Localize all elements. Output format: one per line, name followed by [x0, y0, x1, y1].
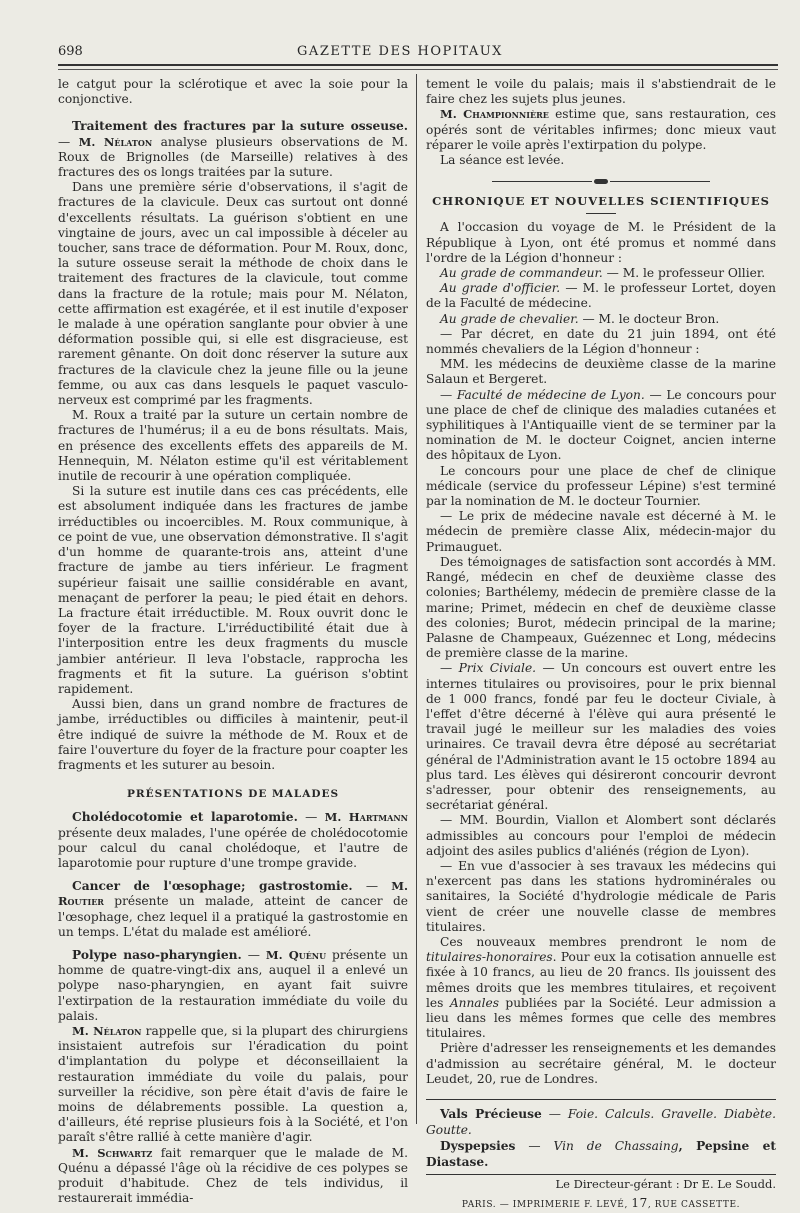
item-title: Polype naso-pharyngien.: [72, 947, 242, 962]
dash: —: [352, 879, 392, 894]
italic-term: Annales: [449, 995, 499, 1010]
section-heading: CHRONIQUE ET NOUVELLES SCIENTIFIQUES: [432, 194, 770, 209]
closing-line: La séance est levée.: [440, 153, 565, 168]
paragraph-text: rappelle que, si la plupart des chirurgiens insistaient autrefois sur l'éradication du point d'implantation du polype et déconseillaient la restauration immédiate du voile du palais, pour surveiller la récidive, son père était d'avis de faire le moins de délabrements possible. La question a, d'ailleurs, été reprise plusieurs fois à la Société, et l'on paraît s'être rallié à cette manière d'agir.: [58, 1023, 408, 1145]
item-polype: [58, 948, 408, 1024]
printer-text: PARIS. — IMPRIMERIE F. LEVÉ,: [461, 1200, 632, 1211]
author-name: M. Schwartz: [72, 1145, 153, 1160]
paragraph: — MM. Bourdin, Viallon et Alombert sont déclarés admissibles au concours pour l'emploi de médecin adjoint des asiles publics d'aliénés (région de Lyon).: [426, 813, 776, 858]
page-header: [0, 40, 800, 64]
header-rule-thick: [58, 64, 778, 66]
paragraph: tement le voile du palais; mais il s'abstiendrait de le faire chez les sujets plus jeunes.: [426, 77, 776, 107]
section-heading: PRÉSENTATIONS DE MALADES: [126, 788, 340, 801]
dash: —: [58, 134, 79, 149]
article-title: Traitement des fractures par la suture osseuse.: [72, 119, 408, 134]
paragraph: [58, 1146, 408, 1207]
author-name: M. Nélaton: [78, 134, 153, 149]
ornament-divider: [426, 178, 776, 184]
author-name: M. Hartmann: [324, 810, 408, 825]
grade-text: — M. le professeur Ollier.: [602, 266, 766, 281]
paragraph: [426, 266, 776, 281]
dash: —: [297, 810, 325, 825]
paragraph: le catgut pour la sclérotique et avec la soie pour la conjonctive.: [58, 77, 408, 107]
paragraph: Le concours pour une place de chef de clinique médicale (service du professeur Lépine) s'est terminé par la nomination de M. le docteur Tournier.: [426, 463, 776, 509]
paragraph: Si la suture est inutile dans ces cas précédents, elle est absolument indiquée dans les fractures de jambe irréductibles ou incoercibles. M. Roux communique, à ce point de vue, une observation démonstrative. Il s'agit d'un homme de quarante-trois ans, atteint d'une fracture de jambe au tiers inférieur. Le fragment supérieur faisait une saillie considérable en avant, menaçant de perforer la peau; le pied était en dehors. La fracture était irréductible. M. Roux ouvrit donc le foyer de la fracture. L'irréductibilité était due à l'interposition entre les deux fragments du muscle jambier antérieur. Il leva l'obstacle, rapprocha les fragments et fit la suture. La guérison s'obtint rapidement.: [58, 484, 408, 696]
grade-text: — M. le professeur Lortet, doyen de la Faculté de médecine.: [426, 281, 776, 311]
left-column: [58, 77, 408, 1206]
item-text: présente un homme de quatre-vingt-dix ans, auquel il a enlevé un polype naso-pharyngien, en ayant fait suivre l'extirpation de la restauration immédiate du voile du palais.: [58, 947, 408, 1023]
item-text: présente un malade, atteint de cancer de l'œsophage, chez lequel il a pratiqué la gastrostomie en un temps. L'état du malade est amélioré.: [58, 894, 408, 939]
paragraph: [426, 312, 776, 327]
grade-text: — M. le docteur Bron.: [578, 311, 720, 326]
news-text: — Un concours est ouvert entre les internes titulaires ou provisoires, pour le prix biennal de 1 000 francs, fondé par feu le docteur Civiale, à l'effet d'être décerné à l'élève qui aura présenté le travail jugé le meilleur sur les maladies des voies urinaires. Ce travail devra être déposé au secrétariat général de l'Administration avant le 15 octobre 1894 au plus tard. Les élèves qui désireront concourir devront s'adresser, pour obtenir des renseignements, au secrétariat général.: [426, 661, 776, 813]
news-label: — Prix Civiale.: [440, 661, 537, 676]
paragraph: — Le prix de médecine navale est décerné à M. le médecin de première classe Alix, médecin-major du Primauguet.: [426, 509, 776, 554]
advert-name: Dyspepsies: [440, 1139, 516, 1153]
author-name: M. Nélaton: [72, 1023, 142, 1038]
printer-number: 17: [631, 1196, 648, 1211]
advert-text: — Foie. Calculs. Gravelle. Diabète. Goutte.: [426, 1107, 776, 1137]
news-label: — Faculté de médecine de Lyon.: [440, 387, 645, 402]
item-text: présente deux malades, l'une opérée de cholédocotomie pour calcul du canal cholédoque, et l'autre de laparotomie pour rupture d'une trompe gravide.: [58, 825, 408, 870]
item-choledocotomie: [58, 810, 408, 871]
paragraph: Des témoignages de satisfaction sont accordés à MM. Rangé, médecin en chef de deuxième classe des colonies; Barthélemy, médecin de première classe de la marine; Primet, médecin en chef de deuxième classe des colonies; Burot, médecin principal de la marine; Palasne de Champeaux, Guézennec et Long, médecins de première classe de la marine.: [426, 554, 776, 661]
grade-label: Au grade d'officier.: [440, 281, 561, 296]
paragraph-text: estime que, sans restauration, ces opérés sont de véritables infirmes; donc mieux vaut réparer le voile après l'extirpation du polype.: [426, 107, 777, 152]
author-name: M. Routier: [58, 879, 409, 909]
italic-term: titulaires-honoraires: [426, 950, 553, 965]
text: Ces nouveaux membres prendront le nom de: [440, 934, 776, 949]
grade-label: Au grade de chevalier.: [440, 311, 579, 326]
paragraph: [426, 107, 776, 153]
paragraph: Dans une première série d'observations, il s'agit de fractures de la clavicule. Deux cas surtout ont donné d'excellents résultats. La guérison s'obtient en une vingtaine de jours, avec un cal impossible à déceler au toucher, sans trace de déformation. Pour M. Roux, donc, la suture osseuse serait la méthode de choix dans le traitement des fractures de la clavicule, tout comme dans la fracture de la rotule; mais pour M. Nélaton, cette affirmation est exagérée, et il est inutile d'exposer le malade à une opération sanglante pour obvier à une déformation possible qui, si elle est disgracieuse, est rarement gênante. On doit donc réserver la suture aux fractures de la clavicule chez la jeune fille ou la jeune femme, ou aux cas dans lesquels le paquet vasculo-nerveux est comprimé par les fragments.: [58, 180, 408, 408]
printer-text: , RUE CASSETTE.: [647, 1200, 741, 1211]
paragraph: [426, 388, 776, 464]
journal-title: GAZETTE DES HOPITAUX: [297, 44, 503, 59]
paragraph: Aussi bien, dans un grand nombre de fractures de jambe, irréductibles ou difficiles à maintenir, peut-il être indiqué de suivre la méthode de M. Roux et de faire l'ouverture du foyer de la fracture pour coapter les fragments et les suturer au besoin.: [58, 697, 408, 772]
article-text: analyse plusieurs observations de M. Roux de Brignolles (de Marseille) relatives à des fractures des os longs traitées par la suture.: [58, 134, 408, 180]
paragraph: M. Roux a traité par la suture un certain nombre de fractures de l'humérus; il a eu de bons résultats. Mais, en présence des excellents effets des appareils de M. Hennequin, M. Nélaton estime qu'il est véritablement inutile de recourir à une opération compliquée.: [58, 408, 408, 484]
paragraph-text: fait remarquer que le malade de M. Quénu a dépassé l'âge où la récidive de ces polypes se produit d'habitude. Chez de tels individus, il restaurerait immédia-: [58, 1145, 408, 1206]
text: publiées par la Société. Leur admission a lieu dans les mêmes formes que celle des membres titulaires.: [426, 995, 776, 1041]
author-name: M. Championnière: [440, 107, 549, 122]
paragraph: A l'occasion du voyage de M. le Président de la République à Lyon, ont été promus et nommé dans l'ordre de la Légion d'honneur :: [426, 220, 776, 265]
advert-vals: [426, 1106, 776, 1138]
advert-dyspepsies: [426, 1138, 776, 1170]
advert-separator: [426, 1099, 776, 1100]
paragraph: — Par décret, en date du 21 juin 1894, ont été nommés chevaliers de la Légion d'honneur :: [426, 326, 776, 357]
article-fractures: [58, 119, 408, 180]
paragraph: — En vue d'associer à ses travaux les médecins qui n'exercent pas dans les stations hydrominérales ou sanitaires, la Société d'hydrologie médicale de Paris vient de créer une nouvelle classe de membres titulaires.: [426, 858, 776, 934]
dash: —: [241, 947, 266, 962]
footer-separator: [426, 1174, 776, 1175]
item-cancer-oesophage: [58, 879, 408, 940]
paragraph: [426, 281, 776, 311]
advert-text: , Pepsine et Diastase.: [426, 1139, 776, 1169]
text: . Pour eux la cotisation annuelle est fixée à 10 francs, au lieu de 20 francs. Ils jouissent des mêmes droits que les membres titulaires, et reçoivent les: [426, 950, 776, 1010]
dash: —: [515, 1139, 554, 1153]
paragraph: [426, 935, 776, 1041]
grade-label: Au grade de commandeur.: [440, 266, 603, 281]
paragraph: [426, 661, 776, 813]
gerant-line: Le Directeur-gérant : Dr E. Le Soudd.: [555, 1177, 776, 1191]
printer-line: [426, 1196, 776, 1213]
short-rule: [586, 213, 616, 214]
paragraph: [58, 1024, 408, 1146]
advert-name: Vals Précieuse: [440, 1107, 542, 1121]
item-title: Cholédocotomie et laparotomie.: [72, 810, 298, 825]
item-title: Cancer de l'œsophage; gastrostomie.: [72, 879, 353, 894]
advert-product: Vin de Chassaing: [553, 1139, 679, 1153]
paragraph: MM. les médecins de deuxième classe de la marine Salaun et Bergeret.: [426, 357, 776, 387]
right-column: [426, 77, 776, 1213]
paragraph: Prière d'adresser les renseignements et les demandes d'admission au secrétaire général, M. le docteur Leudet, 20, rue de Londres.: [426, 1041, 776, 1086]
page-number: 698: [58, 44, 83, 59]
column-divider: [416, 74, 417, 1124]
news-text: — Le concours pour une place de chef de clinique des maladies cutanées et syphilitiques à l'Antiquaille vient de se terminer par la nomination de M. le docteur Coignet, ancien interne des hôpitaux de Lyon.: [426, 387, 776, 463]
author-name: M. Quénu: [265, 947, 327, 962]
header-rule-thin: [58, 69, 778, 70]
